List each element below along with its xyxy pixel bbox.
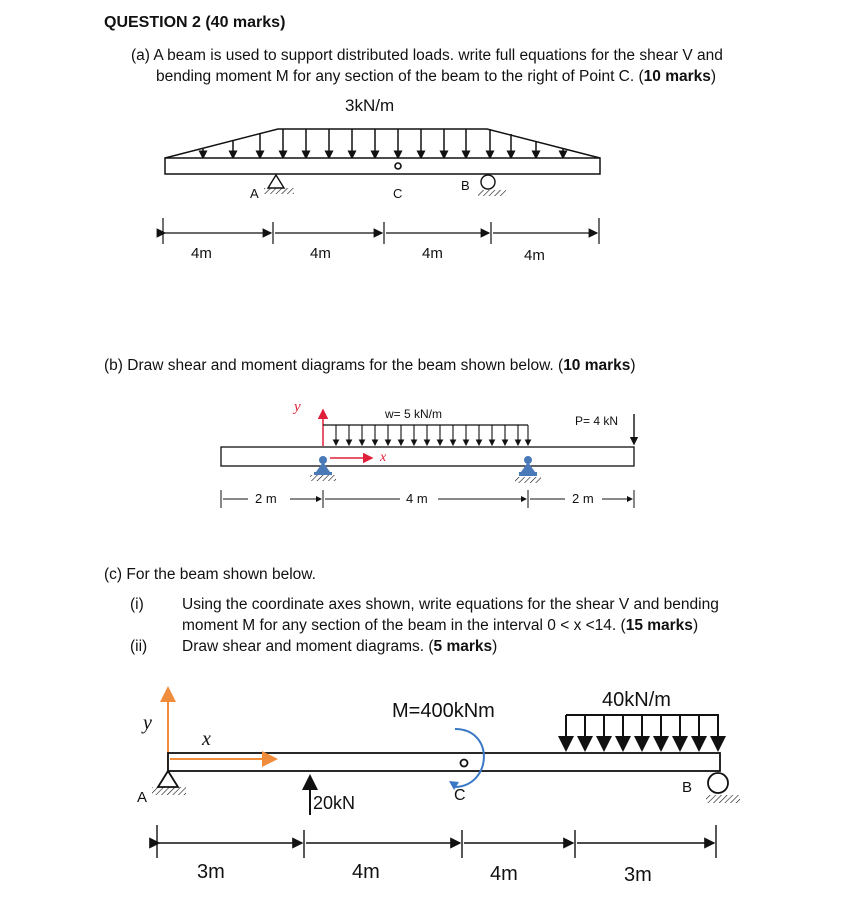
part-b-marks: 10 marks <box>563 357 631 374</box>
part-a-line2: bending moment M for any section of the beam to the right of Point C. (10 marks) <box>156 68 717 85</box>
question-title: QUESTION 2 (40 marks) <box>104 14 286 31</box>
fig-b-y-label: y <box>294 399 301 415</box>
part-a-marks: 10 marks <box>643 68 711 85</box>
fig-b-x-label: x <box>380 450 387 465</box>
fig-c-dim-1: 3m <box>197 861 225 883</box>
part-c-item2-marks: 5 marks <box>433 638 493 655</box>
fig-a-support-a <box>264 175 294 194</box>
fig-c-label-b: B <box>682 779 693 796</box>
fig-c-support-a <box>152 771 186 795</box>
fig-a-dimension <box>163 218 599 244</box>
part-c-item1-num: (i) <box>130 596 144 613</box>
fig-a-dim-4: 4m <box>524 247 545 264</box>
fig-b-beam <box>221 447 634 466</box>
part-c-intro: (c) For the beam shown below. <box>104 566 316 583</box>
fig-c-hinge-c <box>461 760 468 767</box>
fig-c-support-b <box>706 773 740 803</box>
fig-a-load-label: 3kN/m <box>345 96 395 115</box>
fig-b-w-label: w= 5 kN/m <box>385 407 443 421</box>
part-b-text: (b) Draw shear and moment diagrams for the beam shown below. (10 marks) <box>104 357 636 374</box>
fig-c-x-label: x <box>202 728 211 750</box>
part-c-item1-marks: 15 marks <box>625 617 693 634</box>
fig-c-y-label: y <box>143 712 152 734</box>
fig-c-label-a: A <box>137 789 148 806</box>
fig-b-dim-1: 2 m <box>255 491 277 506</box>
fig-c-dim-3: 4m <box>490 863 518 885</box>
fig-b-load-arrows <box>336 425 528 445</box>
fig-a-label-b: B <box>461 178 470 193</box>
fig-a-beam <box>165 158 600 174</box>
part-c-item1-line2: moment M for any section of the beam in the interval 0 < x <14. (15 marks) <box>182 617 699 634</box>
fig-a-label-c: C <box>393 186 403 201</box>
part-c-item2-num: (ii) <box>130 638 148 655</box>
fig-a-dim-3: 4m <box>422 245 443 262</box>
fig-c-dist-load-label: 40kN/m <box>602 689 671 711</box>
fig-a-hinge-c <box>395 163 401 169</box>
fig-b-dim-2: 4 m <box>406 491 428 506</box>
fig-c-point-load-label: 20kN <box>313 793 356 813</box>
fig-a-dim-1: 4m <box>191 245 212 262</box>
fig-c-label-c: C <box>454 787 466 804</box>
fig-a-support-b <box>478 175 506 196</box>
fig-c-moment-label: M=400kNm <box>392 700 495 722</box>
fig-b-p-label: P= 4 kN <box>575 414 619 428</box>
part-c-item1-line1: Using the coordinate axes shown, write equations for the shear V and bending <box>182 596 719 613</box>
fig-a-load-arrows <box>203 129 563 158</box>
fig-c-beam <box>168 753 720 771</box>
part-a-line1: (a) A beam is used to support distributed loads. write full equations for the shear V and <box>131 47 723 64</box>
fig-a-load-outline <box>165 129 600 158</box>
fig-c-dimension <box>157 825 716 858</box>
fig-a-dim-2: 4m <box>310 245 331 262</box>
part-c-item2-line1: Draw shear and moment diagrams. (5 marks) <box>182 638 498 655</box>
fig-c-dim-4: 3m <box>624 864 652 886</box>
fig-b-dim-3: 2 m <box>572 491 594 506</box>
fig-c-dim-2: 4m <box>352 861 380 883</box>
fig-a-label-a: A <box>250 186 259 201</box>
